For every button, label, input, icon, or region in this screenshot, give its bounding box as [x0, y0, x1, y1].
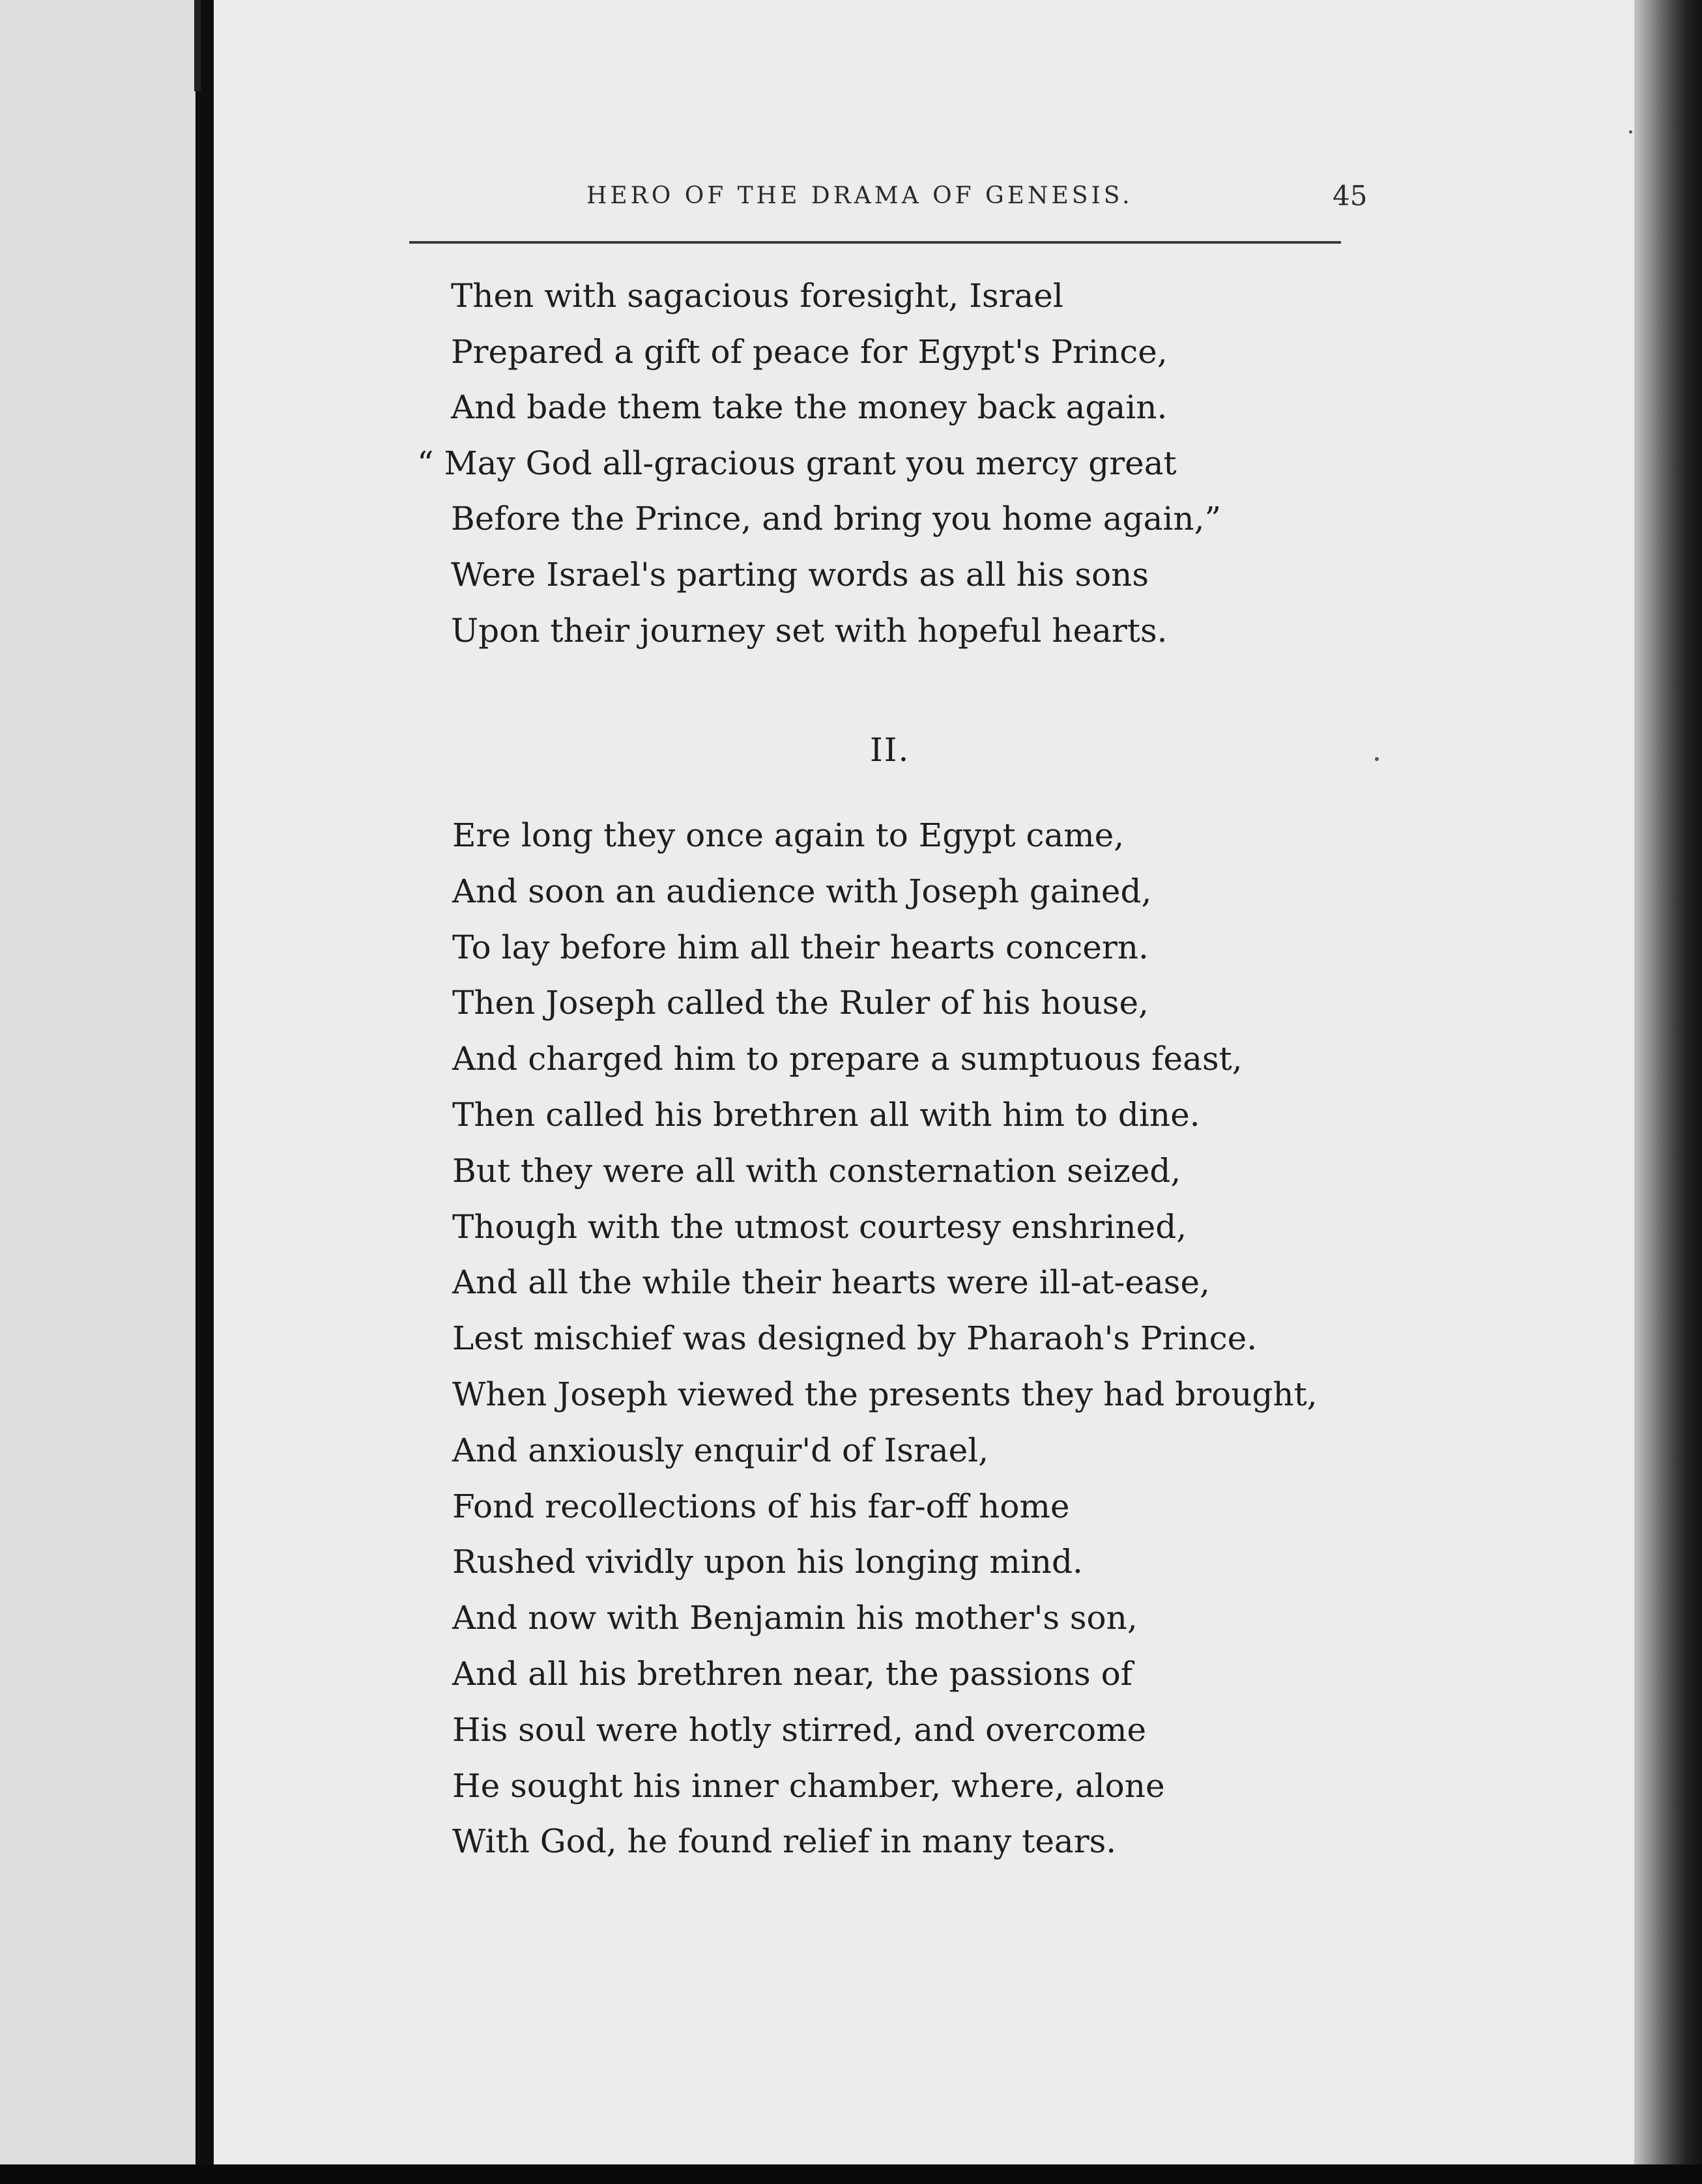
verse-line: “ May God all-gracious grant you mercy great — [417, 444, 1177, 482]
verse-line: Then called his brethren all with him to dine. — [452, 1095, 1200, 1134]
verse-line: Before the Prince, and bring you home again,” — [451, 500, 1222, 538]
verse-line: He sought his inner chamber, where, alone — [452, 1766, 1165, 1805]
verse-line: With God, he found relief in many tears. — [452, 1822, 1117, 1861]
stanza-two — [417, 808, 1394, 1870]
verse-line: To lay before him all their hearts concern. — [452, 928, 1149, 966]
section-numeral: II. — [870, 731, 910, 769]
verse-line: Lest mischief was designed by Pharaoh's Prince. — [452, 1319, 1258, 1358]
running-title: HERO OF THE DRAMA OF GENESIS. — [586, 182, 1133, 209]
verse-line: His soul were hotly stirred, and overcome — [452, 1710, 1147, 1749]
scan-speck — [1375, 757, 1379, 761]
verse-line: And now with Benjamin his mother's son, — [452, 1599, 1138, 1637]
verse-line: When Joseph viewed the presents they had brought, — [452, 1375, 1318, 1413]
verse-line: And charged him to prepare a sumptuous feast, — [452, 1040, 1243, 1078]
page-edge-shadow — [1634, 0, 1702, 2166]
verse-line: Then Joseph called the Ruler of his house, — [452, 984, 1149, 1022]
verse-line: Then with sagacious foresight, Israel — [451, 277, 1063, 315]
verse-line: But they were all with consternation seized, — [452, 1151, 1181, 1190]
verse-line: Were Israel's parting words as all his sons — [451, 555, 1149, 594]
verse-line: And soon an audience with Joseph gained, — [452, 872, 1152, 910]
header-rule — [409, 241, 1341, 244]
verse-line: Fond recollections of his far-off home — [452, 1487, 1070, 1525]
verse-line: And all his brethren near, the passions of — [452, 1654, 1133, 1693]
verse-line: Upon their journey set with hopeful hearts. — [451, 611, 1168, 650]
verse-line: Though with the utmost courtesy enshrined, — [452, 1207, 1187, 1246]
gutter-shadow — [194, 0, 201, 91]
stanza-one — [417, 268, 1394, 659]
verse-line: Ere long they once again to Egypt came, — [452, 816, 1125, 854]
scan-bottom-border — [0, 2164, 1702, 2184]
verse-line: And anxiously enquir'd of Israel, — [452, 1431, 989, 1469]
verse-line: Rushed vividly upon his longing mind. — [452, 1543, 1083, 1581]
verse-line: And all the while their hearts were ill-at-ease, — [452, 1263, 1210, 1302]
book-gutter — [195, 0, 214, 2170]
verse-line: And bade them take the money back again. — [451, 388, 1168, 427]
facing-page-margin — [0, 0, 195, 2184]
page-number: 45 — [1333, 180, 1368, 212]
verse-line: Prepared a gift of peace for Egypt's Prince, — [451, 332, 1168, 371]
scan-speck — [1629, 130, 1632, 134]
